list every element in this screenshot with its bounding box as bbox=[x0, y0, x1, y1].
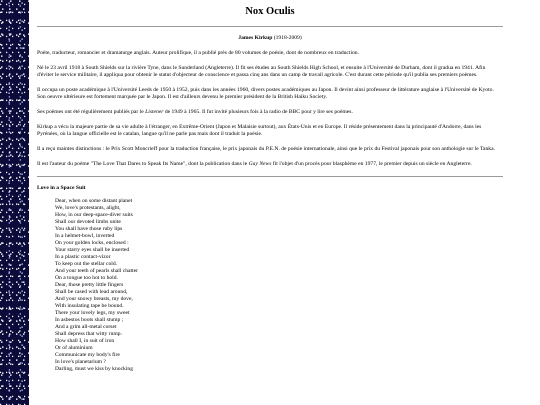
author-byline bbox=[37, 35, 503, 42]
poem-line: Darling, must we kiss by knocking bbox=[55, 366, 133, 372]
poem-line: Shall depress that witty rump. bbox=[55, 331, 122, 337]
divider bbox=[37, 26, 503, 27]
poem-line: How shall I, in suit of iron bbox=[55, 338, 115, 344]
bio-paragraph: Né le 23 avril 1918 à South Shields sur la rivière Tyne, dans le Sunderland (Angleterre). Il fit ses études au South Shields High School, et ensuite à l'Université de Durham, dont il gradua en 1941. Afin d'éviter le service militaire, il appliqua pour obtenir le statut d'objecteur de conscience et passa cinq ans dans un camp de travail agricole. C'est durant cette période qu'il publia ses premiers poèmes. bbox=[37, 65, 486, 78]
poem-line: And a grim all-metal corset bbox=[55, 324, 117, 330]
poem-line: In a plastic contact-vizor bbox=[55, 254, 111, 260]
poem-line: Or of aluminium bbox=[55, 345, 93, 351]
poem-line: Your starry eyes shall be inserted bbox=[55, 247, 130, 253]
listener-title: Listener bbox=[145, 109, 164, 115]
poem-line: On your golden locks, enclosed : bbox=[55, 240, 129, 246]
main-content bbox=[37, 0, 503, 373]
gay-news-title: Gay News bbox=[248, 161, 272, 167]
bio-paragraph: Poète, traducteur, romancier et dramaturge anglais. Auteur prolifique, il a publié près de 80 volumes de poésie, dont de nombreux en traduction. bbox=[37, 50, 359, 56]
poem-line: And your teeth of pearls shall chatter bbox=[55, 268, 138, 274]
poem-line: With insulating tape be bound. bbox=[55, 303, 124, 309]
poem-line: To keep out the stellar cold. bbox=[55, 261, 118, 267]
poem-line: In asbestos boots shall stump ; bbox=[55, 317, 124, 323]
poem-title: Love in a Space Suit bbox=[37, 185, 86, 191]
author-name: James Kirkup bbox=[238, 35, 273, 41]
starfield-background bbox=[0, 0, 29, 405]
bio-paragraph-listener: Ses poèmes ont été régulièrement publiés par le Listener de 1949 à 1965. Il fut invité plusieurs fois à la radio de BBC pour y lire ses poèmes. bbox=[37, 109, 353, 115]
bio-paragraph: Il a reçu maintes distinctions : le Prix Scott Moncrieff pour la traduction française, le prix japonais du P.E.N. de poésie internationale, ainsi que le prix du Festival japonais pour son anthologie sur le Tanka. bbox=[37, 146, 495, 152]
poem-line: You shall have those ruby lips bbox=[55, 226, 123, 232]
poem-line: We, love's protestants, alight, bbox=[55, 205, 121, 211]
page-title: Nox Oculis bbox=[245, 6, 295, 17]
poem-line: In a helmet-bowl, inverted bbox=[55, 233, 115, 239]
poem-line: In love's planetarium ? bbox=[55, 359, 106, 365]
divider bbox=[37, 176, 503, 177]
poem-body bbox=[37, 198, 503, 373]
poem-line: Shall be cased with lead around, bbox=[55, 289, 128, 295]
poem-line: On a tongue too hot to hold. bbox=[55, 275, 118, 281]
poem-line: There your lovely legs, my sweet bbox=[55, 310, 130, 316]
bio-paragraph-gay-news: Il est l'auteur du poème "The Love That Dares to Speak Its Name", dont la publication dans le Gay News fit l'objet d'un procès pour blasphème en 1977, le premier depuis un siècle en Angleterre. bbox=[37, 161, 472, 167]
bio-paragraph: Il occupa un poste académique à l'Université Leeds de 1950 à 1952, puis dans les années 1960, divers postes académiques au Japon. Il devint ainsi professeur de littérature anglaise à l'Université de Kyoto. Son oeuvre ultérieure est fortement marquée par le Japon. Il est d'ailleurs devenu le premier président de la British Haiku Society. bbox=[37, 87, 494, 100]
bio-paragraph: Kirkup a vécu la majeure partie de sa vie adulte à l'étranger, en Extrême-Orient (Japon et Malaisie surtout), aux États-Unis et en Europe. Il réside présentement dans la principauté d'Andorre, dans les Pyrénées, où la langue officielle est le catalan, langue qu'il ne parle pas mais dont il traduit la poésie. bbox=[37, 124, 482, 137]
poem-line: Dear, when on some distant planet bbox=[55, 198, 133, 204]
poem-line: Dear, those pretty little fingers bbox=[55, 282, 124, 288]
poem-line: How, in our deep-space-diver suits bbox=[55, 212, 133, 218]
poem-line: Communicate my body's fire bbox=[55, 352, 120, 358]
poem-line: Shall our devoted limbs unite bbox=[55, 219, 121, 225]
author-dates: (1918-2009) bbox=[273, 35, 302, 41]
poem-line: And your snowy breasts, my dove, bbox=[55, 296, 133, 302]
